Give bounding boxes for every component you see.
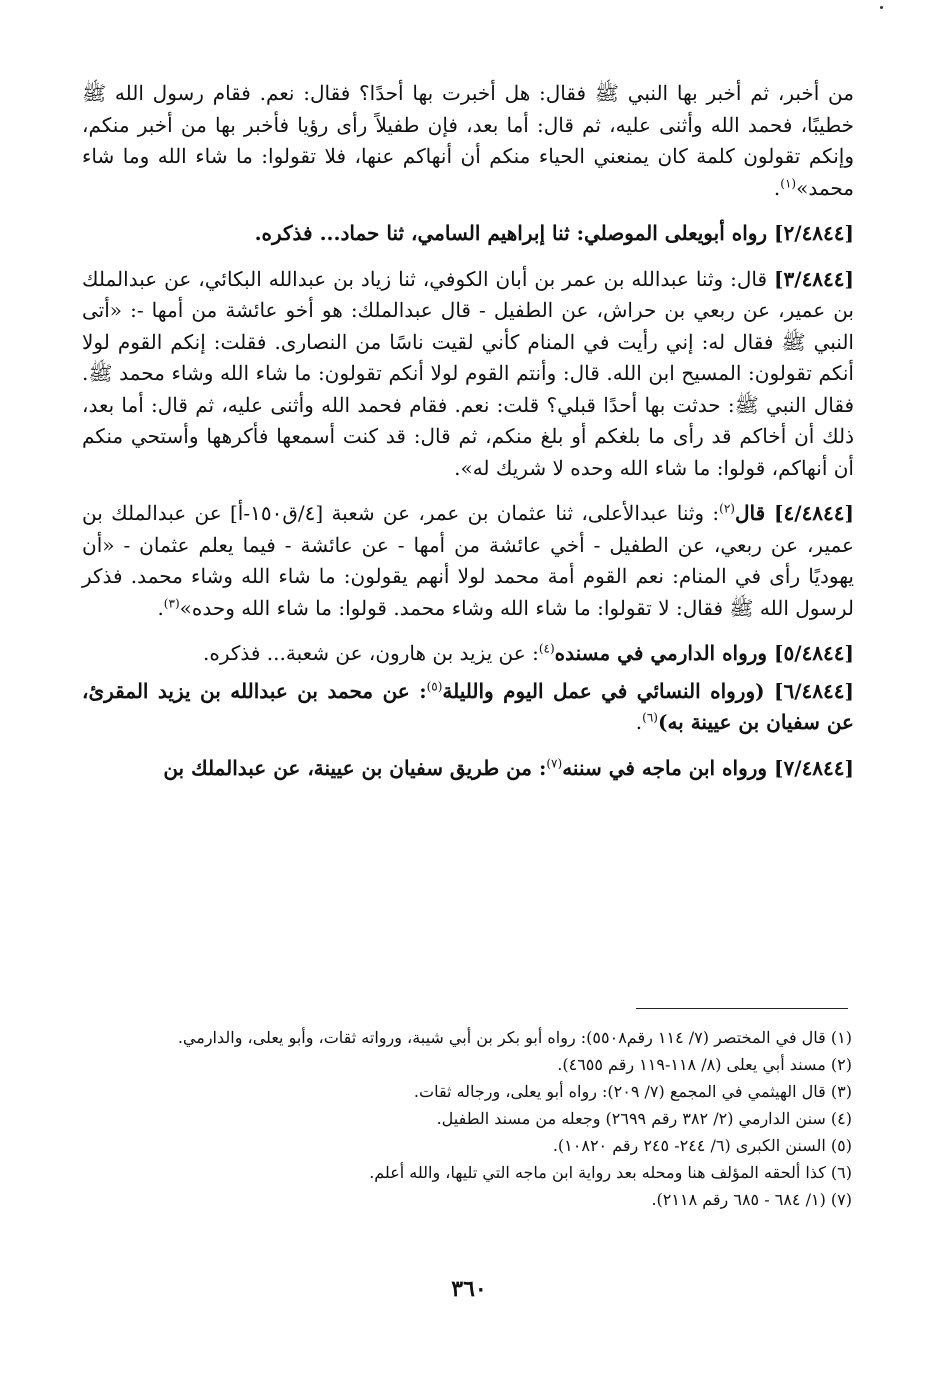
paragraph-7-text: : من طريق سفيان بن عيينة، عن عبدالملك بن: [163, 755, 547, 780]
footnote-ref-1: (١): [780, 175, 797, 190]
footnote-ref-4: (٤): [538, 641, 555, 656]
main-text: [82, 78, 854, 798]
paragraph-6-lead: (ورواه النسائي في عمل اليوم والليلة: [442, 678, 775, 703]
page-number: ٣٦٠: [451, 1276, 487, 1302]
paragraph-7-lead: ورواه ابن ماجه في سننه: [562, 755, 775, 780]
paragraph-1: من أخبر، ثم أخبر بها النبي ﷺ فقال: هل أخبرت بها أحدًا؟ فقال: نعم. فقام رسول الله ﷺ خطيبًا، فحمد الله وأثنى عليه، ثم قال: أما بعد، فإن طفيلاً رأى رؤيا فأخبر بها من أخبر منكم، وإنكم تقولون كلمة كان يمنعني الحياء منكم أن أنهاكم عنها، فلا تقولوا: ما شاء الله وما شاء محمد»$^{(١)}$.: [82, 81, 854, 200]
scan-speck: [880, 6, 883, 9]
paragraph-5-lead: ورواه الدارمي في مسنده: [554, 641, 775, 665]
footnote-2: (٢) مسند أبي يعلى (٨/ ١١٨-١١٩ رقم ٤٦٥٥).: [557, 1055, 852, 1074]
paragraph-6: [82, 676, 854, 739]
footnote-ref-7: (٧): [546, 755, 563, 770]
hadith-number-6: [٦/٤٨٤٤]: [774, 678, 854, 703]
hadith-number-3: [٣/٤٨٤٤]: [774, 266, 854, 291]
footnote-4: (٤) سنن الدارمي (٢/ ٣٨٢ رقم ٢٦٩٩) وجعله من مسند الطفيل.: [436, 1109, 852, 1128]
footnote-1: (١) قال في المختصر (٧/ ١١٤ رقم٥٥٠٨): رواه أبو بكر بن أبي شيبة، ورواته ثقات، وأبو يعلى، والدارمي.: [177, 1028, 852, 1047]
paragraph-2: [82, 218, 854, 250]
paragraph-3-text: قال: وثنا عبدالله بن عمر بن أبان الكوفي، ثنا زياد بن عبدالله البكائي، عن عبدالملك بن عمير، عن ربعي بن حراش، عن الطفيل - قال عبدالملك: هو أخو عائشة من أمها -: «أتى النبي ﷺ فقال له: إني رأيت في المنام كأني لقيت ناسًا من النصارى. فقلت: إنكم القوم لولا أنكم تقولون: المسيح ابن الله. قال: وأنتم القوم لولا أنكم تقولون: ما شاء الله وشاء محمد ﷺ. فقال النبي ﷺ: حدثت بها أحدًا قبلي؟ قلت: نعم. فقام فحمد الله وأثنى عليه، ثم قال: أما بعد، ذلك أن أخاكم قد رأى ما بلغكم أو بلغ منكم، ثم قال: قد كنت أسمعها فأكرهها وأستحي منكم أن أنهاكم، قولوا: ما شاء الله وحده لا شريك له».: [82, 266, 854, 480]
paragraph-6-text: : عن محمد بن عبدالله بن يزيد المقرئ، عن سفيان بن عيينة به): [82, 678, 854, 734]
paragraph-5: [82, 638, 854, 670]
paragraph-6-end: .: [635, 710, 643, 734]
footnotes: [82, 1024, 852, 1213]
footnote-6: (٦) كذا ألحقه المؤلف هنا ومحله بعد رواية ابن ماجه التي تليها، والله أعلم.: [369, 1163, 852, 1182]
footnote-3: (٣) قال الهيثمي في المجمع (٧/ ٢٠٩): رواه أبو يعلى، ورجاله ثقات.: [413, 1082, 852, 1101]
paragraph-2-text: رواه أبويعلى الموصلي: ثنا إبراهيم السامي، ثنا حماد... فذكره.: [254, 221, 775, 245]
hadith-number-2: [٢/٤٨٤٤]: [774, 221, 854, 245]
footnote-ref-6: (٦): [642, 710, 658, 725]
footnote-5: (٥) السنن الكبرى (٦/ ٢٤٤- ٢٤٥ رقم ١٠٨٢٠).: [552, 1136, 852, 1155]
hadith-number-4: [٤/٤٨٤٤]: [774, 501, 854, 525]
footnote-ref-5: (٥): [426, 678, 443, 693]
paragraph-5-text: : عن يزيد بن هارون، عن شعبة... فذكره.: [203, 641, 539, 665]
paragraph-4-end: .: [157, 595, 164, 620]
paragraph-4-qala: قال: [734, 501, 775, 525]
footnote-ref-2: (٢): [719, 501, 735, 516]
hadith-number-7: [٧/٤٨٤٤]: [774, 755, 854, 780]
paragraph-3: [82, 264, 854, 485]
paragraph-7: [82, 753, 854, 785]
paragraph-1-text: من أخبر، ثم أخبر بها النبي ﷺ فقال: هل أخبرت بها أحدًا؟ فقال: نعم. فقام رسول الله ﷺ خطيبًا، فحمد الله وأثنى عليه، ثم قال: أما بعد، فإن طفيلاً رأى رؤيا فأخبر بها من أخبر منكم، وإنكم تقولون كلمة كان يمنعني الحياء منكم أن أنهاكم عنها، فلا تقولوا: ما شاء الله وما شاء محمد»: [82, 81, 854, 200]
hadith-number-5: [٥/٤٨٤٤]: [774, 641, 854, 665]
footnote-ref-3: (٣): [163, 595, 180, 610]
footnote-7: (٧) (١/ ٦٨٤ - ٦٨٥ رقم ٢١١٨).: [651, 1190, 852, 1209]
paragraph-4-text: : وثنا عبدالأعلى، ثنا عثمان بن عمر، عن شعبة [٤/ق١٥٠-أ] عن عبدالملك بن عمير، عن ربعي، عن الطفيل - أخي عائشة من أمها - عن عائشة - فيما يعلم عثمان - «أن يهوديًا رأى في المنام: نعم القوم أمة محمد لولا أنهم يقولون: ما شاء الله وشاء محمد. فذكر لرسول الله ﷺ فقال: لا تقولوا: ما شاء الله وشاء محمد. قولوا: ما شاء الله وحده»: [82, 501, 854, 620]
paragraph-4: [82, 498, 854, 624]
footnote-divider: [636, 1008, 848, 1009]
